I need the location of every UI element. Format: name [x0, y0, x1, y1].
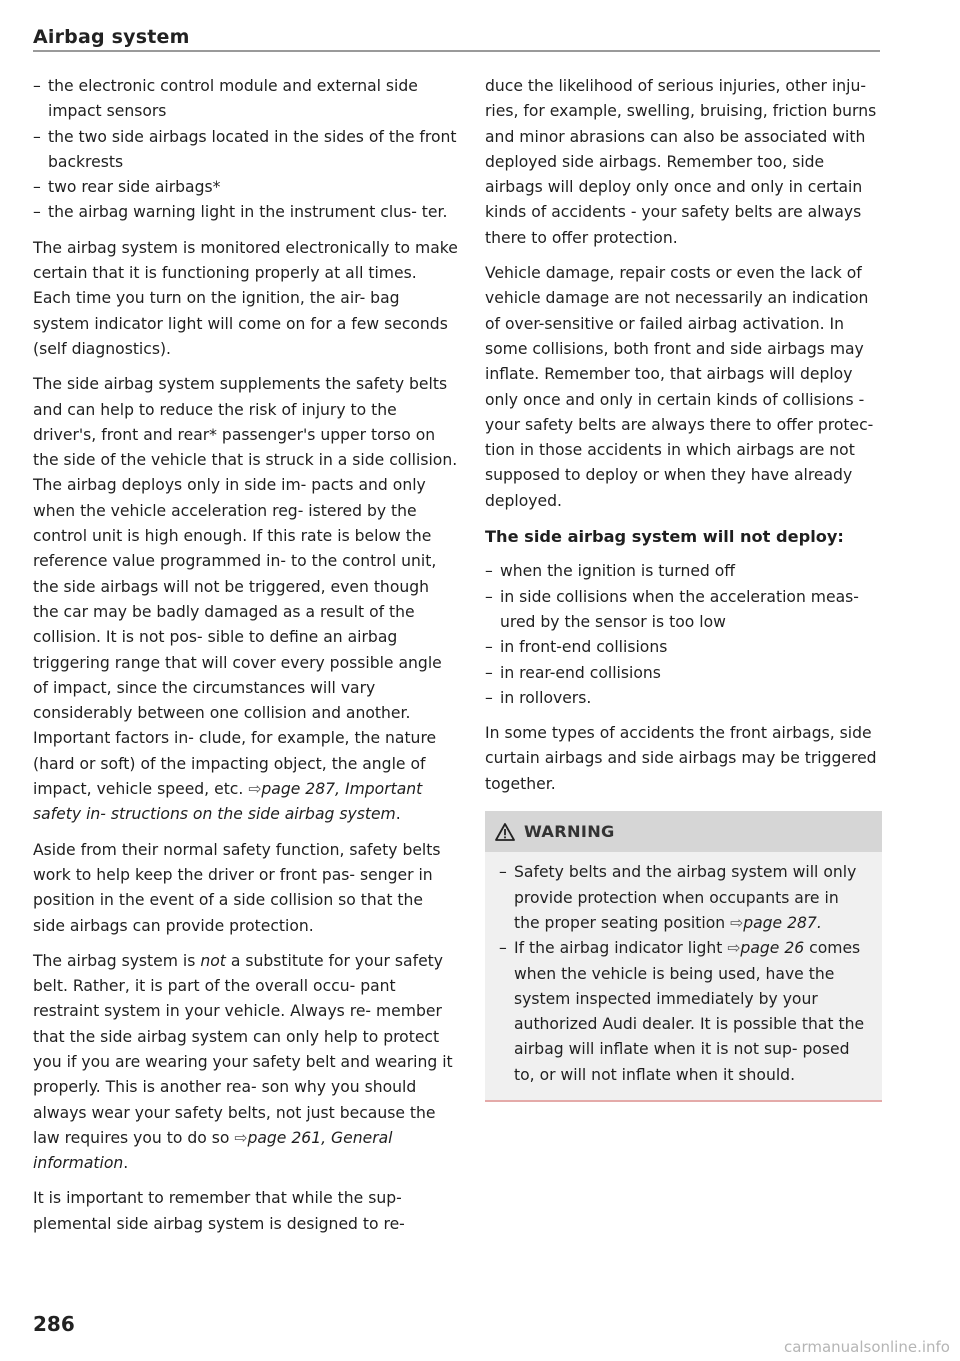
paragraph-supplement: The side airbag system supplements the safety belts and can help to reduce the risk of injury to the driver's, front and rear* passenger's upper torso on the side of the vehicle that is struck in a side collision. The airbag deploys only in side im- pacts and only when the vehicle acceleration reg- istered by the control unit is high enough. If this rate is below the reference value programmed in- to the control unit, the side airbags will not be triggered, even though the car may be badly damaged as a result of the collision. It is not pos- sible to define an airbag triggering range that will cover every possible angle of impact, since the circumstances will vary considerably between one collision and another. Important factors in- clude, for example, the nature (hard or soft) of the impacting object, the angle of impact, vehicle speed, etc. ⇨page 287, Important safety in- structions on the side airbag system. [33, 375, 458, 824]
list-item: – the two side airbags located in the sides of the front backrests [33, 125, 459, 176]
list-item: – when the ignition is turned off [485, 559, 882, 584]
cross-reference-link[interactable]: page 287. [743, 913, 822, 932]
warning-box [485, 811, 882, 1102]
list-item: – the airbag warning light in the instrument clus- ter. [33, 200, 459, 225]
list-item: – the electronic control module and external side impact sensors [33, 74, 459, 125]
list-item: – in rollovers. [485, 686, 882, 711]
list-item: – in side collisions when the acceleration meas- ured by the sensor is too low [485, 585, 882, 636]
cross-reference-link[interactable]: page 261, General information [33, 1128, 393, 1173]
arrow-right-icon: ⇨ [234, 1128, 248, 1147]
section-header: Airbag system [33, 26, 190, 48]
no-deploy-list [485, 559, 882, 711]
cross-reference-link[interactable]: page 26 [740, 939, 805, 958]
watermark: carmanualsonline.info [784, 1338, 950, 1356]
paragraph-text: The side airbag system supplements the safety belts and can help to reduce the risk of injury to the driver's, front and rear* passenger's upper torso on the side of the vehicle that is struck in a side collision. The airbag deploys only in side im- pacts and only when the vehicle acceleration reg- istered by the control unit is high enough. If this rate is below the reference value programmed in- to the control unit, the side airbags will not be triggered, even though the car may be badly damaged as a result of the collision. It is not pos- sible to define an airbag triggering range that will cover every possible angle of impact, since the circumstances will vary considerably between one collision and another. Important factors in- clude, for example, the nature (hard or soft) of the impacting object, the angle of impact, vehicle speed, etc. [33, 375, 458, 799]
component-list [33, 74, 459, 226]
list-item: – in rear-end collisions [485, 661, 882, 686]
arrow-right-icon: ⇨ [730, 913, 744, 932]
list-item: – two rear side airbags* [33, 175, 459, 200]
subheading-no-deploy: The side airbag system will not deploy: [485, 527, 844, 547]
list-item: – in front-end collisions [485, 635, 882, 660]
paragraph-likelihood: duce the likelihood of serious injuries, other inju- ries, for example, swelling, bruising, friction burns and minor abrasions can also be associated with deployed side airbags. Remember too, side airbags will deploy only once and only in certain kinds of accidents - your safety belts are always there to offer protection. [485, 77, 877, 247]
header-divider [33, 50, 880, 52]
right-column [485, 74, 882, 1102]
arrow-right-icon: ⇨ [248, 780, 262, 799]
arrow-right-icon: ⇨ [727, 939, 741, 958]
warning-title: WARNING [524, 822, 615, 842]
cross-reference-link[interactable]: page 287, Important safety in- structions on the side airbag system [33, 780, 423, 824]
warning-triangle-icon [495, 823, 515, 841]
warning-list [485, 852, 882, 1088]
paragraph-triggered-together: In some types of accidents the front airbags, side curtain airbags and side airbags may be triggered together. [485, 724, 877, 793]
paragraph-important: It is important to remember that while the sup- plemental side airbag system is designed to re- [33, 1189, 405, 1233]
left-column [33, 74, 459, 1247]
emphasis-not: not [200, 951, 226, 970]
list-item: – If the airbag indicator light ⇨page 26 comes when the vehicle is being used, have the system inspected immediately by your authorized Audi dealer. It is possible that the airbag will inflate when it is not sup- posed to, or will not inflate when it should. [499, 936, 868, 1088]
paragraph-substitute: The airbag system is not a substitute for your safety belt. Rather, it is part of the overall occu- pant restraint system in your vehicle. Always re- member that the side airbag system can only help to protect you if you are wearing your safety belt and wearing it properly. This is another rea- son why you should always wear your safety belts, not just because the law requires you to do so ⇨page 261, General information. [33, 951, 453, 1173]
list-item: – Safety belts and the airbag system will only provide protection when occupants are in the proper seating position ⇨page 287. [499, 860, 868, 936]
paragraph-vehicle-damage: Vehicle damage, repair costs or even the lack of vehicle damage are not necessarily an indication of over-sensitive or failed airbag activation. In some collisions, both front and side airbags may inflate. Remember too, that airbags will deploy only once and only in certain kinds of collisions - your safety belts are always there to offer protec- tion in those accidents in which airbags are not supposed to deploy or when they have already deployed. [485, 264, 874, 510]
paragraph-monitoring: The airbag system is monitored electronically to make certain that it is functioning properly at all times. Each time you turn on the ignition, the air- bag system indicator light will come on for a few seconds (self diagnostics). [33, 238, 458, 358]
page-number: 286 [33, 1312, 75, 1336]
paragraph-safety-belts: Aside from their normal safety function, safety belts work to help keep the driver or front pas- senger in position in the event of a side collision so that the side airbags can provide protection. [33, 840, 441, 935]
warning-header [485, 811, 882, 852]
